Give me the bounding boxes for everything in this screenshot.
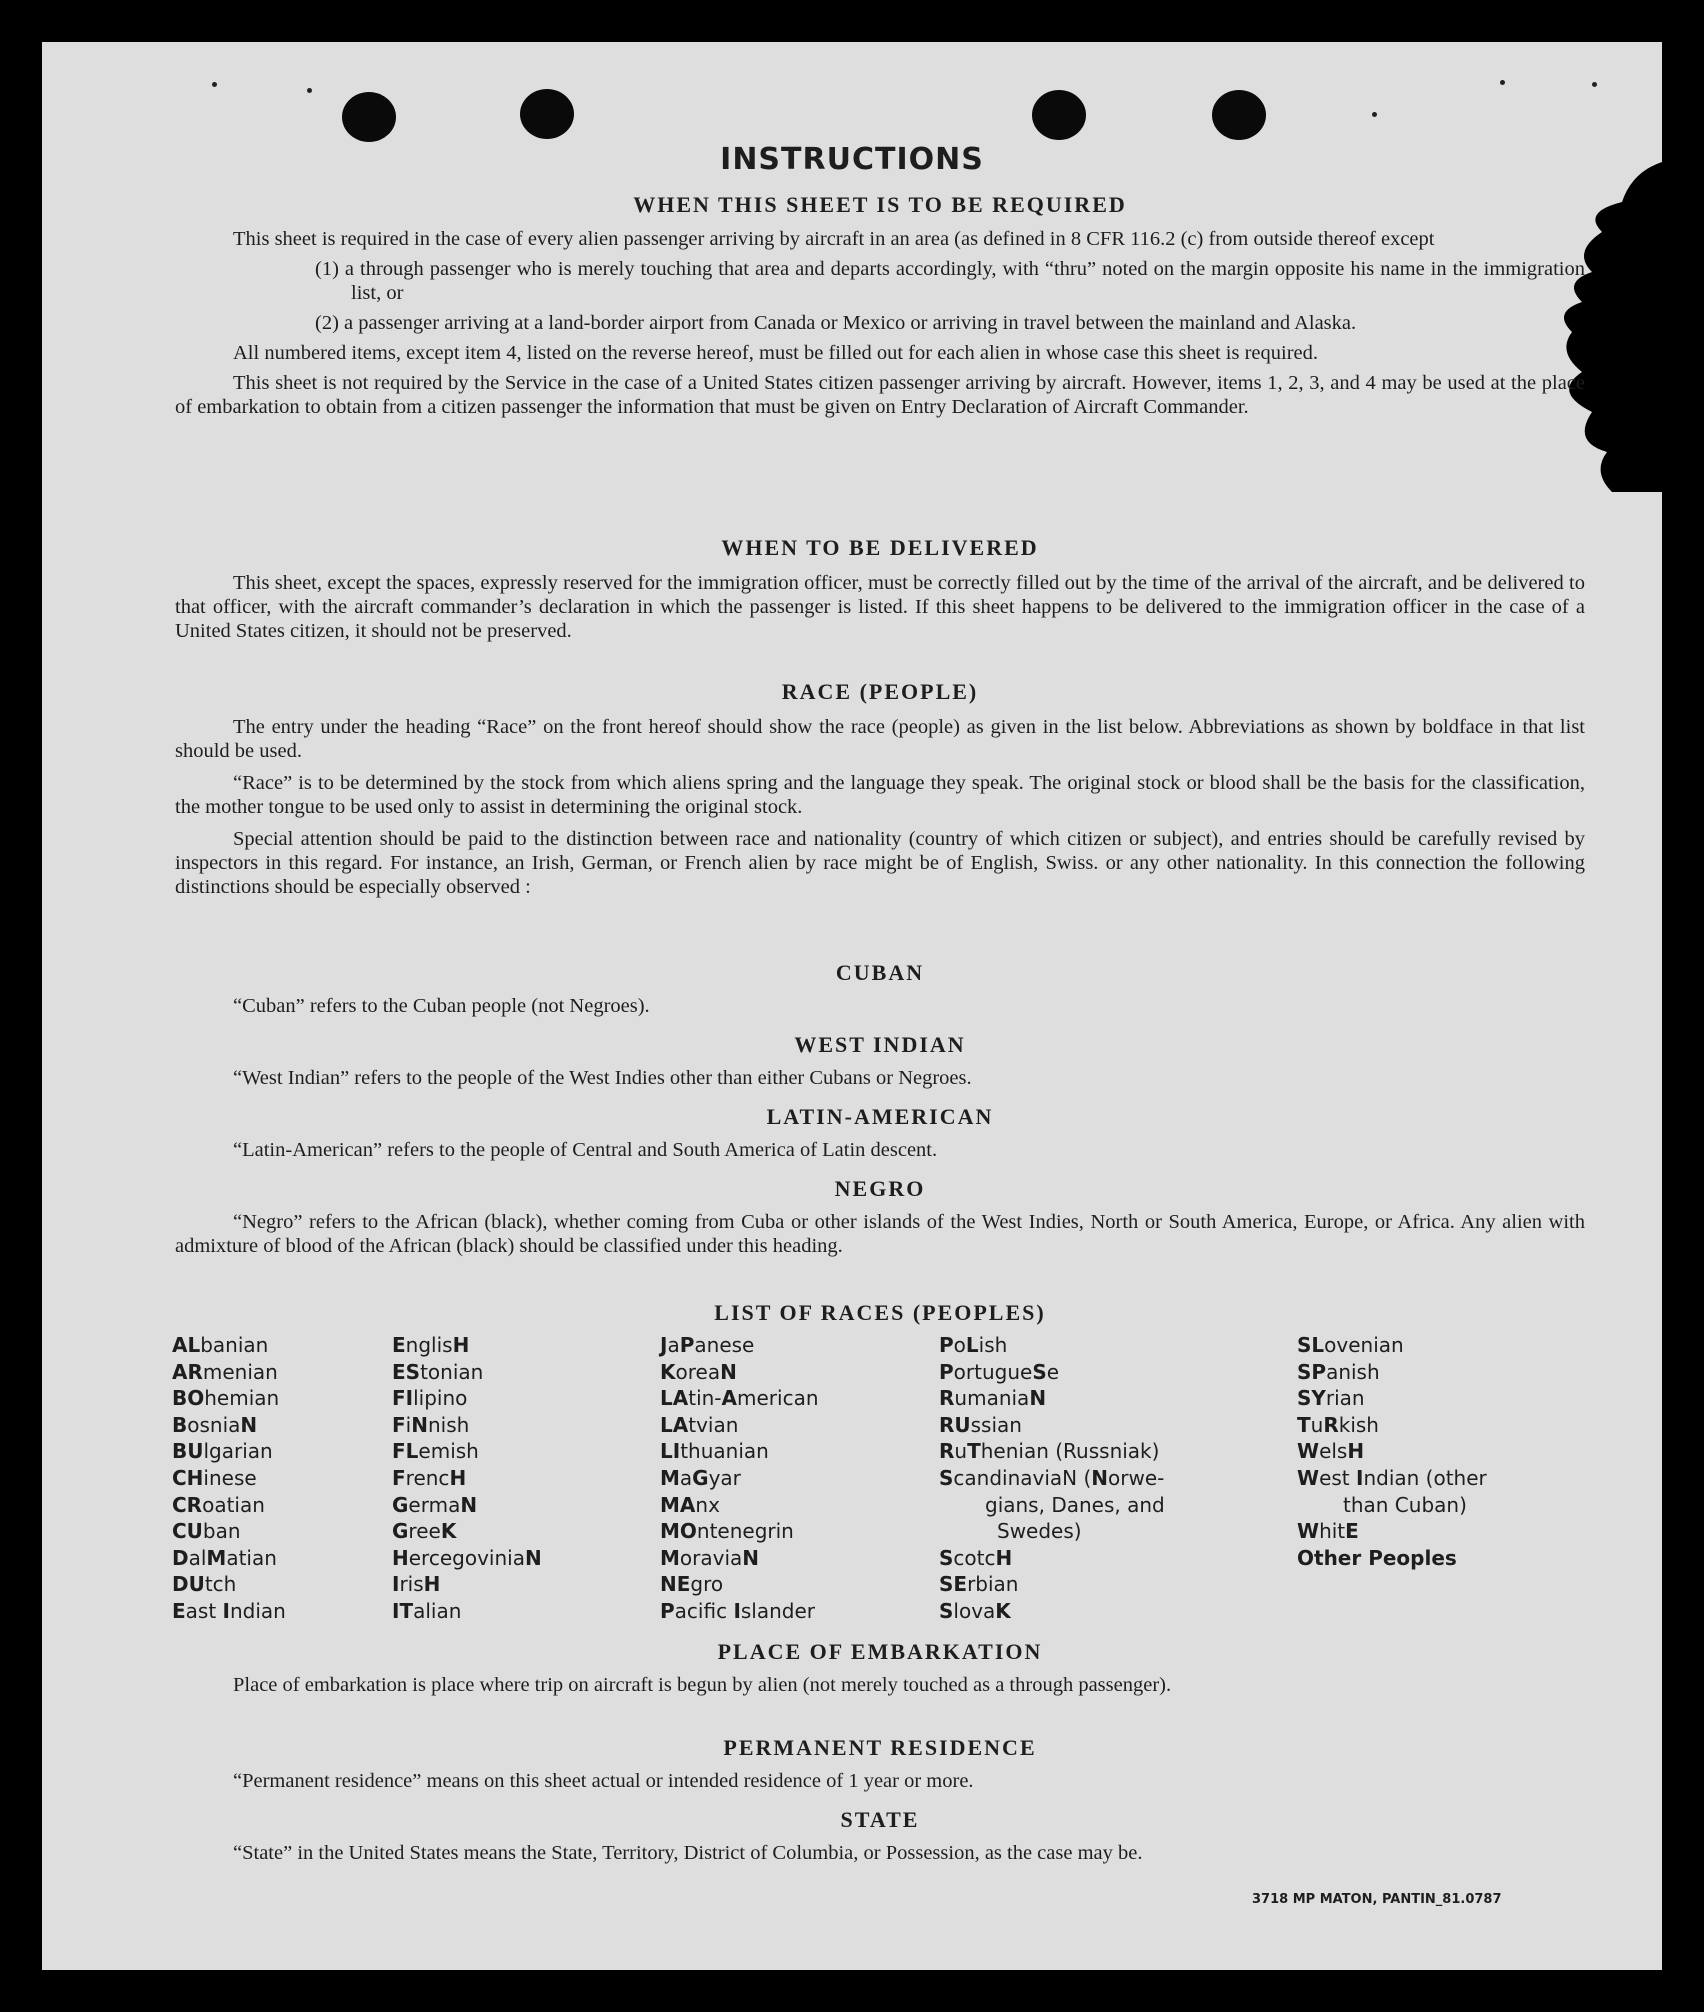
race-column bbox=[392, 1332, 542, 1625]
race-list bbox=[172, 1332, 1592, 1632]
section-heading: WHEN TO BE DELIVERED bbox=[721, 535, 1039, 560]
race-column bbox=[660, 1332, 819, 1625]
race-item: SLovenian bbox=[1297, 1333, 1404, 1357]
race-column bbox=[939, 1332, 1165, 1625]
paragraph: The entry under the heading “Race” on the front hereof should show the race (people) as given in the list below. Abbreviations as shown by boldface in that list should be used. bbox=[175, 716, 1585, 762]
race-item: GermaN bbox=[392, 1492, 478, 1517]
paragraph: (2) a passenger arriving at a land-border airport from Canada or Mexico or arriving in travel between the mainland and Alaska. bbox=[315, 312, 1357, 334]
section-heading: LATIN-AMERICAN bbox=[766, 1104, 994, 1129]
section-when-delivered bbox=[175, 535, 1585, 643]
race-item: WhitE bbox=[1297, 1519, 1359, 1544]
race-item: BUlgarian bbox=[172, 1439, 273, 1464]
race-item: IrisH bbox=[392, 1572, 441, 1597]
race-item: CHinese bbox=[172, 1465, 257, 1490]
section-embarkation bbox=[175, 1639, 1585, 1697]
race-item: SPanish bbox=[1297, 1359, 1380, 1384]
document-page bbox=[42, 42, 1662, 1970]
race-item: LAtin-American bbox=[660, 1386, 819, 1411]
race-item: GreeK bbox=[392, 1519, 457, 1544]
race-item: ALbanian bbox=[172, 1333, 269, 1357]
race-item: than Cuban) bbox=[1343, 1492, 1467, 1517]
section-race bbox=[175, 679, 1585, 899]
race-item: gians, Danes, and bbox=[985, 1492, 1165, 1517]
paragraph: This sheet, except the spaces, expressly reserved for the immigration officer, must be correctly filled out by the time of the arrival of the aircraft, and be delivered to that officer, with the aircraft commander’s declaration in which the passenger is listed. If this sheet happens to be delivered to the immigration officer in the case of a United States citizen, it should not be preserved. bbox=[175, 572, 1585, 642]
paragraph: “Negro” refers to the African (black), whether coming from Cuba or other islands of the West Indies, North or South America, Europe, or Africa. Any alien with admixture of blood of the African (black) should be classified under this heading. bbox=[175, 1211, 1585, 1257]
race-item: CRoatian bbox=[172, 1492, 265, 1517]
paragraph: This sheet is required in the case of every alien passenger arriving by aircraft in an area (as defined in 8 CFR 116.2 (c) from outside thereof except bbox=[233, 228, 1435, 250]
paragraph: “Race” is to be determined by the stock from which aliens spring and the language they speak. The original stock or blood shall be the basis for the classification, the mother tongue to be used only to assist in determining the original stock. bbox=[175, 772, 1585, 818]
section-west-indian bbox=[175, 1032, 1585, 1090]
race-item: ITalian bbox=[392, 1598, 462, 1623]
section-heading: RACE (PEOPLE) bbox=[781, 679, 979, 704]
race-item: RUssian bbox=[939, 1412, 1022, 1437]
paragraph: This sheet is not required by the Service in the case of a United States citizen passenger arriving by aircraft. However, items 1, 2, 3, and 4 may be used at the place of embarkation to obtain from a citizen passenger the information that must be given on Entry Declaration of Aircraft Commander. bbox=[175, 372, 1585, 418]
punch-hole bbox=[342, 92, 396, 142]
paragraph: (1) a through passenger who is merely touching that area and departs accordingly, with “thru” noted on the margin opposite his name in the immigration list, or bbox=[315, 258, 1585, 304]
race-item: ScotcH bbox=[939, 1545, 1013, 1570]
race-item: SErbian bbox=[939, 1572, 1019, 1597]
race-item: Swedes) bbox=[997, 1519, 1082, 1544]
race-item: HercegoviniaN bbox=[392, 1545, 542, 1570]
paragraph: “Permanent residence” means on this sheet actual or intended residence of 1 year or more. bbox=[233, 1770, 974, 1792]
race-item: MaGyar bbox=[660, 1465, 741, 1490]
page-title: INSTRUCTIONS bbox=[720, 142, 984, 177]
paragraph: “Cuban” refers to the Cuban people (not Negroes). bbox=[233, 995, 650, 1017]
section-latin-american bbox=[175, 1104, 1585, 1162]
race-item: ScandinaviaN (Norwe- bbox=[939, 1465, 1165, 1490]
race-item: PoLish bbox=[939, 1333, 1008, 1357]
race-item: MAnx bbox=[660, 1492, 720, 1517]
race-item: BOhemian bbox=[172, 1386, 280, 1411]
section-residence bbox=[175, 1735, 1585, 1793]
section-list bbox=[175, 1300, 1585, 1326]
section-heading: WHEN THIS SHEET IS TO BE REQUIRED bbox=[633, 192, 1127, 217]
race-column bbox=[172, 1332, 286, 1625]
race-item: East Indian bbox=[172, 1598, 286, 1623]
paragraph: “Latin-American” refers to the people of Central and South America of Latin descent. bbox=[233, 1139, 938, 1161]
paragraph: Special attention should be paid to the distinction between race and nationality (country of which citizen or subject), and entries should be carefully revised by inspectors in this regard. For instance, an Irish, German, or French alien by race might be of English, Swiss. or any other nationality. In this connection the following distinctions should be especially observed : bbox=[175, 828, 1585, 898]
race-item: DUtch bbox=[172, 1572, 237, 1597]
race-item: FiNnish bbox=[392, 1412, 470, 1437]
race-item: DalMatian bbox=[172, 1545, 277, 1570]
punch-hole bbox=[1212, 90, 1266, 140]
paragraph: “West Indian” refers to the people of the West Indies other than either Cubans or Negroes. bbox=[233, 1067, 972, 1089]
race-item: EStonian bbox=[392, 1359, 484, 1384]
race-item: Pacific Islander bbox=[660, 1598, 816, 1623]
race-item: NEgro bbox=[660, 1572, 724, 1597]
race-item: MOntenegrin bbox=[660, 1519, 794, 1544]
section-when-required bbox=[175, 192, 1585, 419]
race-item: ARmenian bbox=[172, 1359, 278, 1384]
paragraph: All numbered items, except item 4, listed on the reverse hereof, must be filled out for each alien in whose case this sheet is required. bbox=[233, 342, 1319, 364]
section-cuban bbox=[175, 960, 1585, 1018]
section-heading: CUBAN bbox=[835, 960, 925, 985]
race-item: EnglisH bbox=[392, 1333, 470, 1357]
section-state bbox=[175, 1807, 1585, 1865]
race-item: WelsH bbox=[1297, 1439, 1365, 1464]
section-heading: PLACE OF EMBARKATION bbox=[717, 1639, 1043, 1664]
race-item: BosniaN bbox=[172, 1412, 258, 1437]
race-item: West Indian (other bbox=[1297, 1465, 1487, 1490]
race-item: FrencH bbox=[392, 1465, 467, 1490]
race-item: CUban bbox=[172, 1519, 241, 1544]
form-number: 3718 MP MATON, PANTIN_81.0787 bbox=[1252, 1892, 1502, 1907]
race-item: LAtvian bbox=[660, 1412, 739, 1437]
section-heading: PERMANENT RESIDENCE bbox=[723, 1735, 1037, 1760]
race-item: SYrian bbox=[1297, 1386, 1365, 1411]
race-item: JaPanese bbox=[660, 1333, 755, 1357]
race-item: MoraviaN bbox=[660, 1545, 760, 1570]
paragraph: “State” in the United States means the State, Territory, District of Columbia, or Possession, as the case may be. bbox=[233, 1842, 1143, 1864]
race-item: RuThenian (Russniak) bbox=[939, 1439, 1160, 1464]
section-heading: NEGRO bbox=[834, 1176, 926, 1201]
section-negro bbox=[175, 1176, 1585, 1258]
race-item: FIlipino bbox=[392, 1386, 468, 1411]
race-item: PortugueSe bbox=[939, 1359, 1060, 1384]
race-item: LIthuanian bbox=[660, 1439, 769, 1464]
section-heading: LIST OF RACES (PEOPLES) bbox=[714, 1300, 1046, 1325]
race-item: Other Peoples bbox=[1297, 1545, 1457, 1570]
race-item: KoreaN bbox=[660, 1359, 737, 1384]
punch-hole bbox=[1032, 90, 1086, 140]
paragraph: Place of embarkation is place where trip on aircraft is begun by alien (not merely touched as a through passenger). bbox=[233, 1674, 1172, 1696]
race-item: FLemish bbox=[392, 1439, 479, 1464]
race-item: SlovaK bbox=[939, 1598, 1011, 1623]
race-item: TuRkish bbox=[1297, 1412, 1379, 1437]
race-column bbox=[1297, 1332, 1487, 1571]
section-heading: STATE bbox=[840, 1807, 920, 1832]
punch-hole bbox=[520, 89, 574, 139]
race-item: RumaniaN bbox=[939, 1386, 1047, 1411]
section-heading: WEST INDIAN bbox=[794, 1032, 966, 1057]
